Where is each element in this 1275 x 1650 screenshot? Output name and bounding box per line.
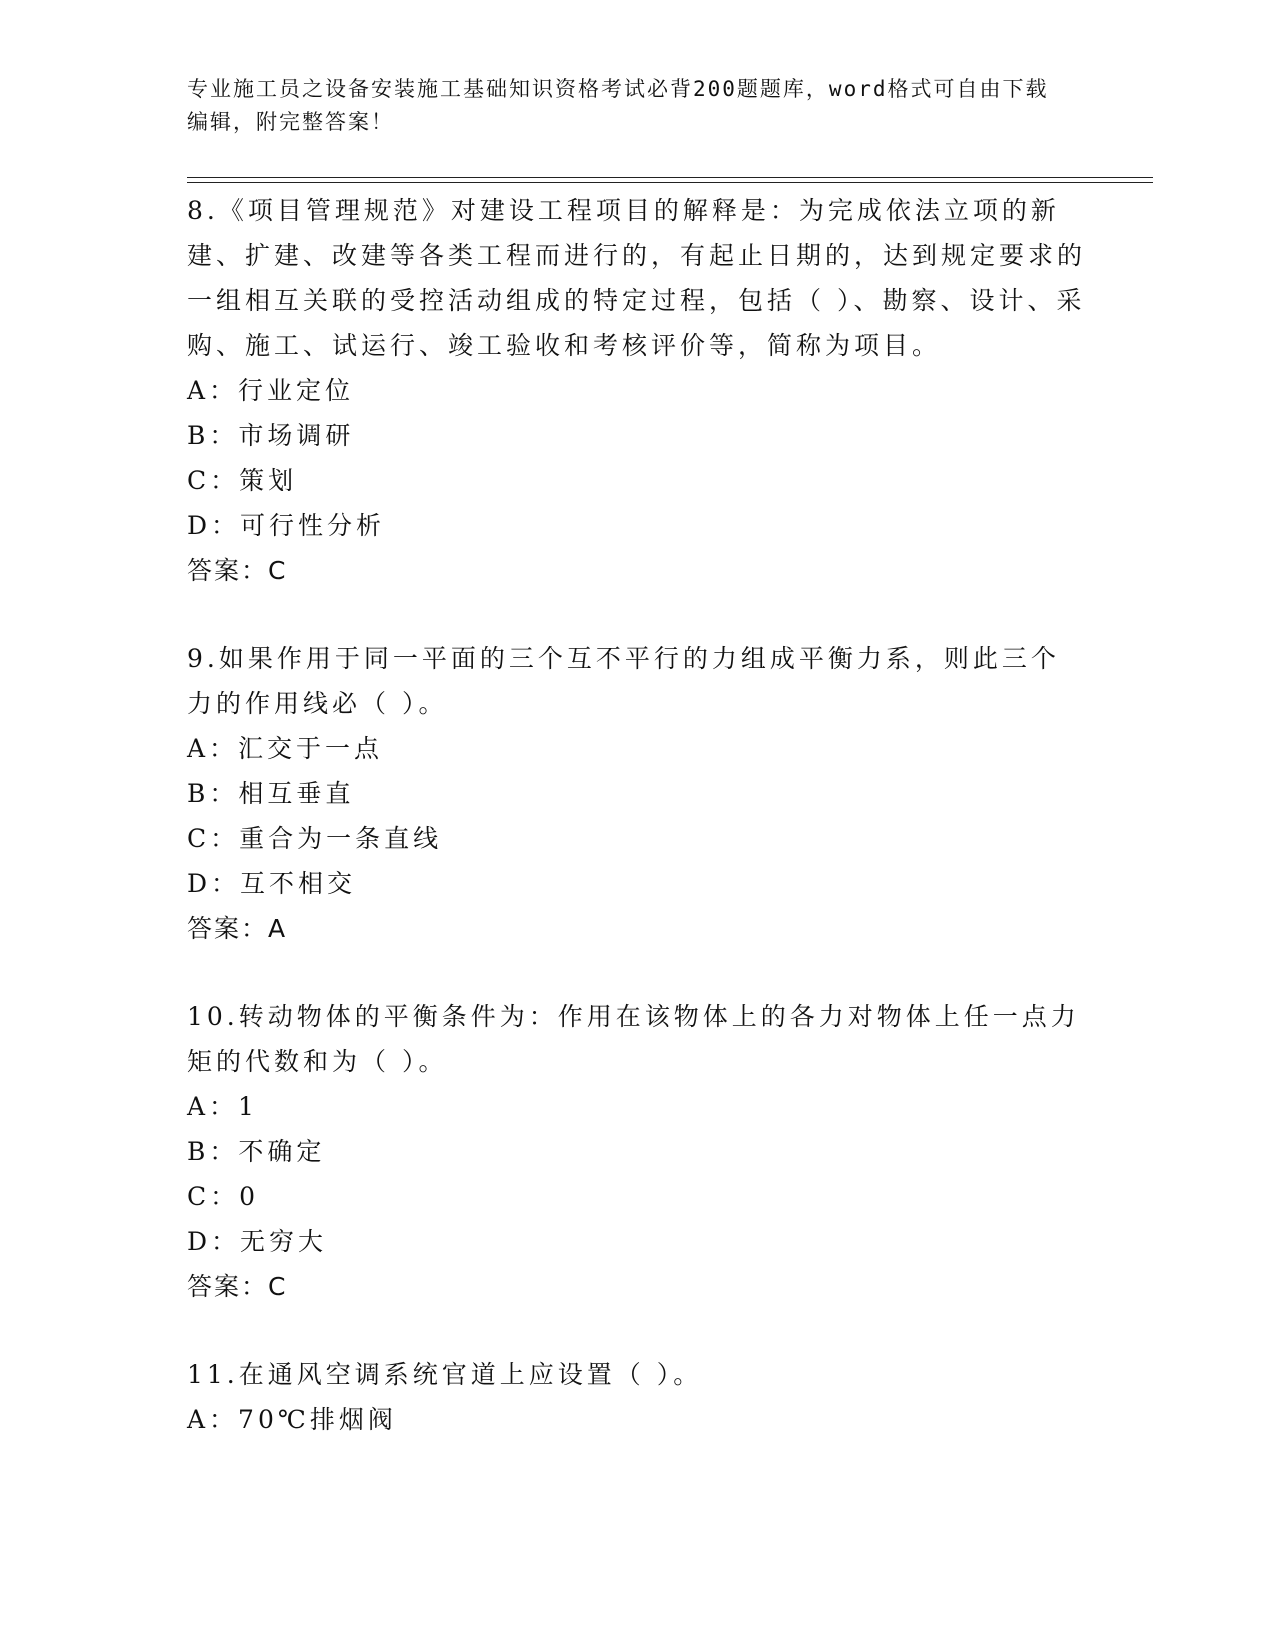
answer-line: 答案：A <box>187 914 288 943</box>
option-d: D：可行性分析 <box>187 511 386 540</box>
option-d: D：无穷大 <box>187 1227 328 1256</box>
question-8 <box>187 188 1087 594</box>
question-stem: 8.《项目管理规范》对建设工程项目的解释是：为完成依法立项的新建、扩建、改建等各类工程而进行的，有起止日期的，达到规定要求的一组相互关联的受控活动组成的特定过程，包括（ ）、勘察、设计、采购、施工、试运行、竣工验收和考核评价等，简称为项目。 <box>187 196 1087 360</box>
option-b: B：不确定 <box>187 1137 326 1166</box>
question-list <box>187 188 1087 1484</box>
question-9 <box>187 636 1087 952</box>
option-d: D：互不相交 <box>187 869 357 898</box>
header-divider-bottom <box>187 182 1153 183</box>
option-a: A：1 <box>187 1092 258 1121</box>
option-a: A：行业定位 <box>187 376 355 405</box>
option-b: B：相互垂直 <box>187 779 355 808</box>
option-a: A：汇交于一点 <box>187 734 384 763</box>
document-header: 专业施工员之设备安装施工基础知识资格考试必背200题题库，word格式可自由下载编辑，附完整答案！ <box>187 77 1049 134</box>
question-11 <box>187 1352 1087 1442</box>
answer-line: 答案：C <box>187 556 288 585</box>
option-a: A：70℃排烟阀 <box>187 1405 397 1434</box>
answer-line: 答案：C <box>187 1272 288 1301</box>
question-10 <box>187 994 1087 1310</box>
option-c: C：重合为一条直线 <box>187 824 443 853</box>
option-c: C：0 <box>187 1182 260 1211</box>
header-divider-top <box>187 177 1153 178</box>
question-stem: 11.在通风空调系统官道上应设置（ ）。 <box>187 1360 703 1389</box>
question-stem: 10.转动物体的平衡条件为：作用在该物体上的各力对物体上任一点力矩的代数和为（ ）。 <box>187 1002 1080 1076</box>
question-stem: 9.如果作用于同一平面的三个互不平行的力组成平衡力系，则此三个力的作用线必（ ）。 <box>187 644 1060 718</box>
option-b: B：市场调研 <box>187 421 355 450</box>
option-c: C：策划 <box>187 466 298 495</box>
